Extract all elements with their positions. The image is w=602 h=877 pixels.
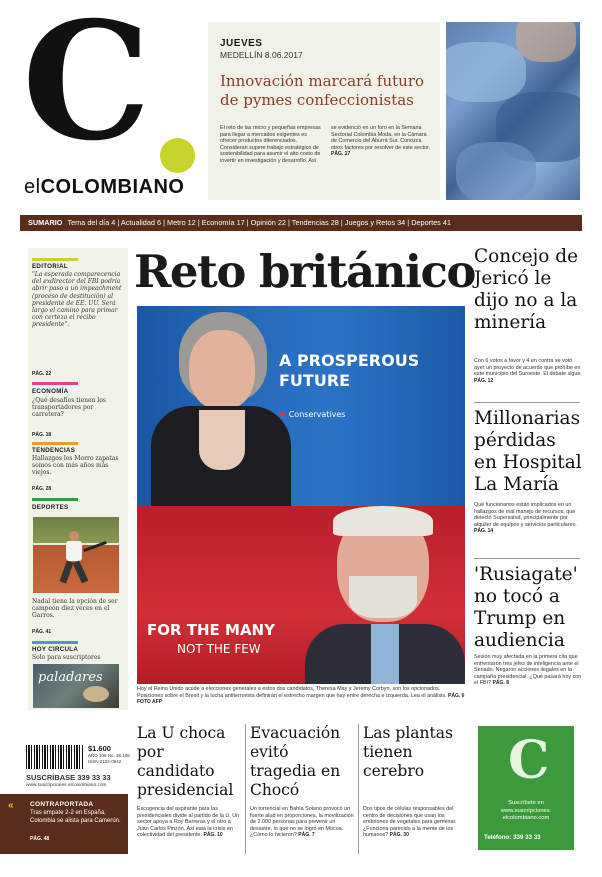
hospital-text [474,502,584,535]
jerico-title[interactable]: Concejo de Jericó le dijo no a la minería [474,246,579,333]
economia-page: PÁG. 18 [32,432,52,438]
barcode [26,745,84,769]
tennis-photo [33,517,119,593]
economia-title: ECONOMÍA [32,388,69,395]
header-story-page: PÁG. 17 [331,151,351,158]
tendencias-text[interactable]: Hallazgos los Morro zapatas somos con más años más viejos. [32,455,119,477]
plantas-body: Dos tipos de células responsables del centro de decisiones que usan los embriones de vegetales para germinar. ¿Funciona parecido a la mente de los humanos? [363,806,457,839]
rule-1 [474,402,580,403]
paladares-cover[interactable] [33,664,119,708]
contraportada-page: PÁG. 48 [30,836,50,842]
choco-text [250,806,354,839]
header-story-body: El reto de las micro y pequeñas empresas para llegar a mercados exigentes es ofrecer productos diferenciados. Consideran supere trabajo estratégico de sostenibilidad para asumir el alto costo de invertir en investigación y desarrollo. Así se evidenció en un foro en la Semana Sectorial Colombia Moda, en la Cámara de Comercio del Aburrá Sur. Conozca otros factores por resolver de este sector. [220,125,431,164]
logo-dot [160,138,195,173]
la-u-title[interactable]: La U choca por candidato presidencial [137,724,234,799]
ad-text [478,800,574,823]
contraportada-label: CONTRAPORTADA [30,801,94,808]
may-slogan-line2: FUTURE [279,371,351,390]
hoycircula-text: Solo para suscriptores [32,654,101,661]
jerico-page: PÁG. 12 [474,377,494,384]
may-photo [137,306,465,506]
may-party [279,410,345,419]
ad-line1: Suscríbete en [508,800,544,806]
ad-line3: elcolombiano.com [502,815,550,821]
deportes-title: DEPORTES [32,504,69,511]
dateline: MEDELLÍN 8.06.2017 [220,50,303,60]
logo-name-prefix: el [24,176,41,198]
choco-page: PÁG. 7 [298,832,315,839]
photo-caption-page: PÁG. 6 FOTO AFP [137,692,465,706]
rusiagate-text [474,654,584,687]
header-story-title[interactable]: Innovación marcará futuro de pymes confeccionistas [220,72,425,109]
corbyn-slogan-line2: NOT THE FEW [177,642,261,656]
subscribe-line[interactable]: SUSCRÍBASE 339 33 33 [26,773,111,782]
tendencias-title: TENDENCIAS [32,447,76,454]
rusiagate-title[interactable]: 'Rusiagate' no tocó a Trump en audiencia [474,564,578,651]
subscription-ad[interactable] [478,726,574,850]
ad-phone: Teléfono: 339 33 33 [484,834,541,841]
tendencias-page: PÁG. 28 [32,486,52,492]
plantas-text [363,806,467,839]
editorial-rule [32,258,78,261]
hoycircula-title: HOY CIRCULA [32,646,79,653]
photo-caption [137,686,465,706]
deportes-rule [32,498,78,501]
hospital-body: Qué funcionarios están implicados en un hallazgos de mal manejo de recursos, que detectó Supersalud, principalmente por alquiler de equipos y servicios particulares. [474,502,577,528]
editorial-text[interactable]: "La esperada comparecencia del exdirector del FBI podría abrir paso a un impeachment (proceso de destitución) al presidente de EE. UU. Será largo el camino para primar con certeza el recibo presidente". [32,271,122,329]
la-u-page: PÁG. 10 [203,832,223,839]
double-chevron-icon: « [8,800,14,811]
choco-title[interactable]: Evacuación evitó tragedia en Chocó [250,724,341,799]
corbyn-photo [137,506,465,684]
deportes-text[interactable]: Nadal tiene la opción de ser campeón diez veces en el Garros. [32,598,118,620]
vrule-1 [245,724,246,854]
hospital-title[interactable]: Millonarias pérdidas en Hospital La María [474,408,582,495]
logo-name-main: COLOMBIANO [40,176,185,198]
plantas-title[interactable]: Las plantas tienen cerebro [363,724,453,780]
editorial-page: PÁG. 22 [32,371,52,377]
subscribe-site[interactable]: www.suscripciones.elcolombiano.com [26,783,107,788]
sumario-items[interactable]: Tema del día 4 | Actualidad 6 | Metro 12 | Economía 17 | Opinión 22 | Tendencias 28 | Juegos y Retos 34 | Deportes 41 [67,218,451,227]
rusiagate-body: Sesión muy afectada en la primera cita que enfrentaron tres jefes de inteligencia ante el Senado. Negaron acciones ilegales en la campaña presidencial. ¿Qué pasará hoy con el FBI? [474,654,582,687]
contraportada-box[interactable] [0,794,128,854]
la-u-body: Escogencia del aspirante para las presidenciales divide al partido de la U. Un sector apoya a Roy Barreras y el otro a Juan Carlos Pinzón. Así está la crisis en colectividad del presidente. [137,806,240,839]
date-day: JUEVES [220,38,263,49]
hospital-page: PÁG. 14 [474,528,494,535]
la-u-text [137,806,241,839]
plantas-page: PÁG. 30 [389,832,409,839]
sumario-label: SUMARIO [28,218,63,227]
vrule-2 [358,724,359,854]
economia-rule [32,382,78,385]
paladares-label: paladares [38,670,103,685]
may-slogan-line1: A PROSPEROUS [279,351,420,370]
photo-caption-text: Hoy el Reino Unido acude a elecciones generales a estos dos candidatos, Theresa May y Jeremy Corbyn, son los opcionados. Posiciones sobre el Brexit y la lucha antiterrorista definirán el estrecho margen que hay entre derecha e izquierda. Lea el análisis. [137,686,447,699]
ad-line2: www.suscripciones. [500,807,552,814]
conservatives-tree-icon: ♣ [279,410,287,419]
hoycircula-rule [32,641,78,644]
logo-name [24,176,184,199]
jerico-text [474,358,584,384]
deportes-page: PÁG. 41 [32,629,52,635]
editorial-title: EDITORIAL [32,263,68,270]
price: $1.600 [88,744,111,753]
contraportada-text: Tras empate 2-2 en España, Colombia se alista para Camerún. [30,810,121,824]
header-story-text [220,125,434,165]
corbyn-slogan-line1: FOR THE MANY [147,621,275,639]
logo-letter: C [22,0,151,177]
choco-body: Un torrencial en Bahía Solano provocó un fuerte alud en proporciones, la movilización de 2.000 personas para prevenir un desastre, lo que no se logró en Mocoa. ¿Cómo lo hicieron? [250,806,354,839]
rule-2 [474,558,580,559]
rusiagate-page: PÁG. 8 [492,680,509,687]
may-party-label: Conservatives [288,410,346,419]
issue-meta: AÑO 106 No. 35.108 ISSN 0122-0942 [88,753,130,764]
main-headline[interactable]: Reto británico [134,245,475,298]
ad-logo-letter: C [508,730,550,791]
sumario-bar [20,215,582,231]
jeans-photo [446,22,580,200]
jerico-body: Con 6 votos a favor y 4 en contra se votó ayer un proyecto de acuerdo que prohíbe en este municipio del Suroeste. El debate sigue. [474,358,582,378]
economia-text[interactable]: ¿Qué desafíos tienen los transportadores por carretera? [32,397,106,419]
tendencias-rule [32,442,78,445]
